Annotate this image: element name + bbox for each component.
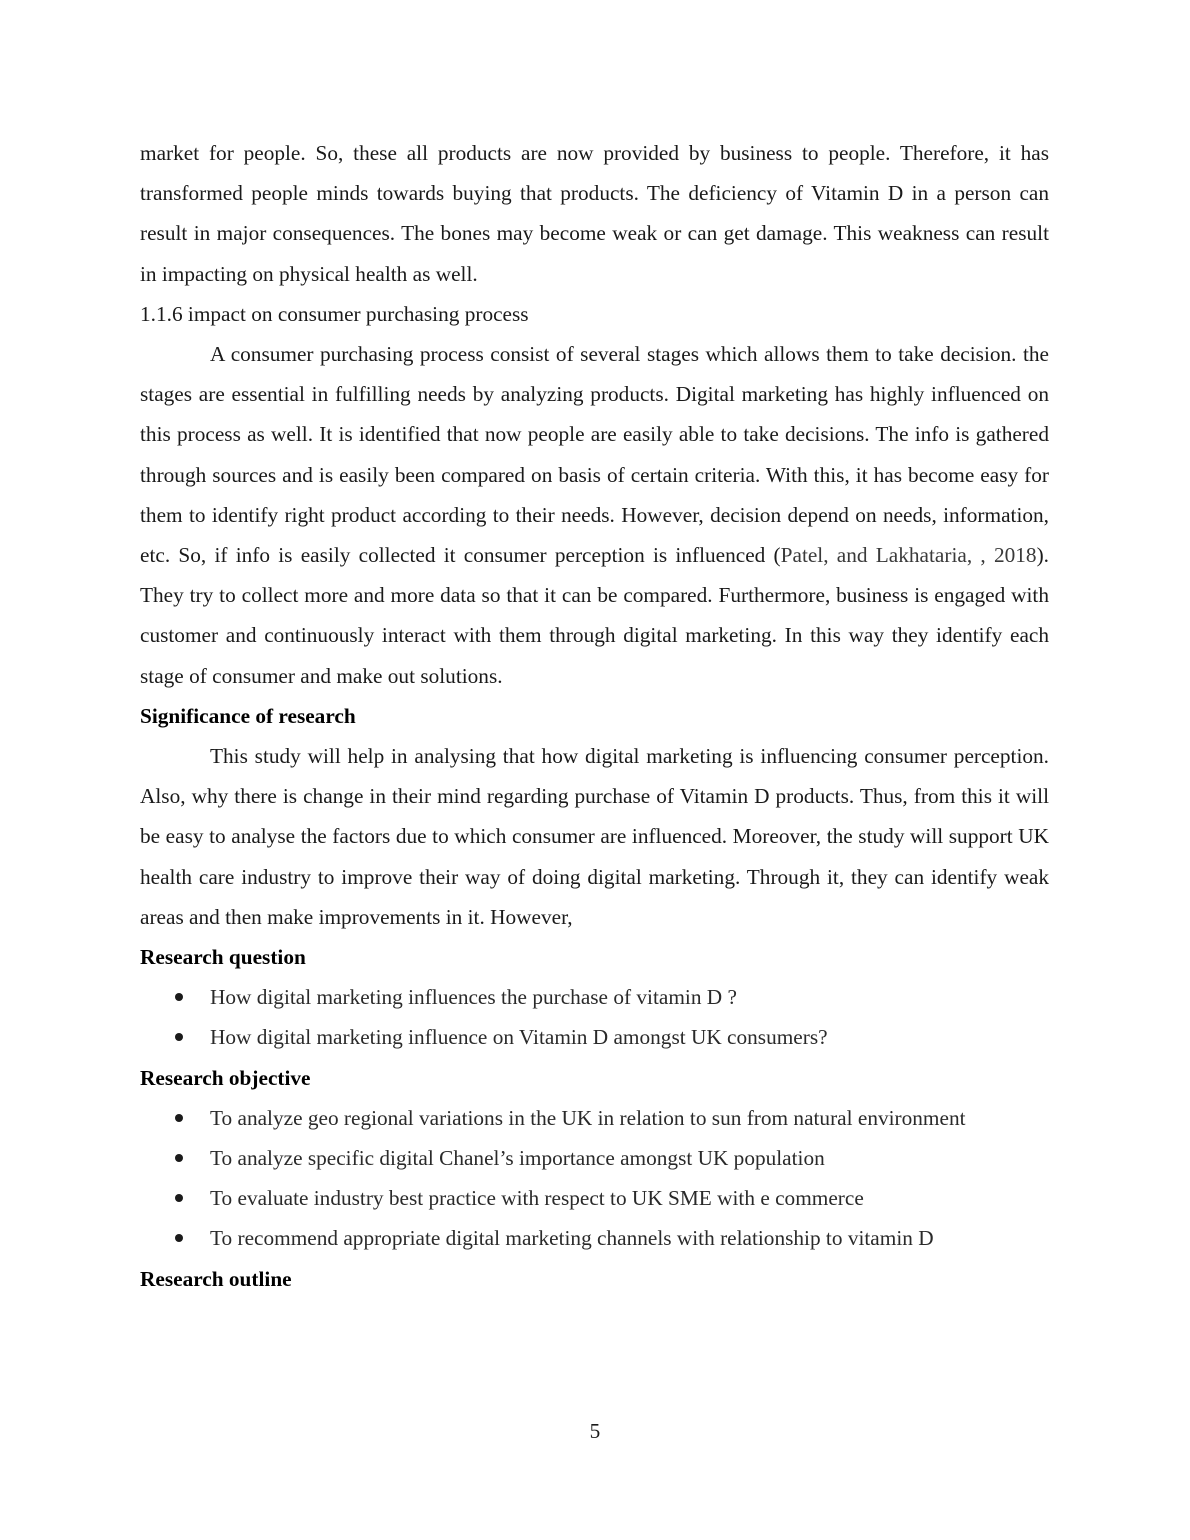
bullet-icon [175, 1033, 183, 1041]
paragraph-continuation: market for people. So, these all products are now provided by business to people. Therefore, it has transformed people minds towards buying that products. The deficiency of Vitamin D in a person can result in major consequences. The bones may become weak or can get damage. This weakness can result in impacting on physical health as well. [140, 141, 1049, 286]
list-item [140, 977, 1049, 1017]
bullet-icon [175, 1194, 183, 1202]
significance-paragraph: This study will help in analysing that how digital marketing is influencing consumer perception. Also, why there is change in their mind regarding purchase of Vitamin D products. Thus, from this it will be easy to analyse the factors due to which consumer are influenced. Moreover, the study will support UK health care industry to improve their way of doing digital marketing. Through it, they can identify weak areas and then make improvements in it. However, [140, 744, 1049, 929]
list-item [140, 1178, 1049, 1218]
list-item-text: How digital marketing influence on Vitamin D amongst UK consumers? [210, 1025, 828, 1050]
significance-heading: Significance of research [140, 703, 356, 728]
list-item-text: To analyze specific digital Chanel’s importance amongst UK population [210, 1146, 825, 1171]
list-item [140, 1017, 1049, 1057]
research-outline-heading: Research outline [140, 1266, 292, 1291]
list-item-text: To recommend appropriate digital marketing channels with relationship to vitamin D [210, 1226, 934, 1251]
bullet-icon [175, 1114, 183, 1122]
page-content [140, 133, 1049, 1299]
page-number: 5 [589, 1419, 601, 1443]
list-item [140, 1098, 1049, 1138]
bullet-icon [175, 993, 183, 1001]
section-heading-1-1-6: 1.1.6 impact on consumer purchasing process [140, 301, 529, 326]
research-question-list [140, 977, 1049, 1057]
paragraph-text: ). They try to collect more and more data so that it can be compared. Furthermore, business is engaged with customer and continuously interact with them through digital marketing. In this way they identify each stage of consumer and make out solutions. [140, 543, 1049, 688]
list-item [140, 1138, 1049, 1178]
list-item [140, 1218, 1049, 1258]
bullet-icon [175, 1154, 183, 1162]
research-objective-heading: Research objective [140, 1065, 311, 1090]
citation: Patel, and Lakhataria, , 2018 [780, 543, 1037, 568]
list-item-text: To evaluate industry best practice with respect to UK SME with e commerce [210, 1186, 864, 1211]
research-question-heading: Research question [140, 945, 306, 970]
paragraph-text: A consumer purchasing process consist of several stages which allows them to take decision. the stages are essential in fulfilling needs by analyzing products. Digital marketing has highly influenced on this process as well. It is identified that now people are easily able to take decisions. The info is gathered through sources and is easily been compared on basis of certain criteria. With this, it has become easy for them to identify right product according to their needs. However, decision depend on needs, information, etc. So, if info is easily collected it consumer perception is influenced ( [140, 342, 1049, 568]
list-item-text: How digital marketing influences the purchase of vitamin D ? [210, 985, 737, 1010]
bullet-icon [175, 1234, 183, 1242]
list-item-text: To analyze geo regional variations in the UK in relation to sun from natural environment [210, 1105, 966, 1130]
paragraph-purchasing-process [140, 334, 1049, 696]
research-objective-list [140, 1098, 1049, 1259]
